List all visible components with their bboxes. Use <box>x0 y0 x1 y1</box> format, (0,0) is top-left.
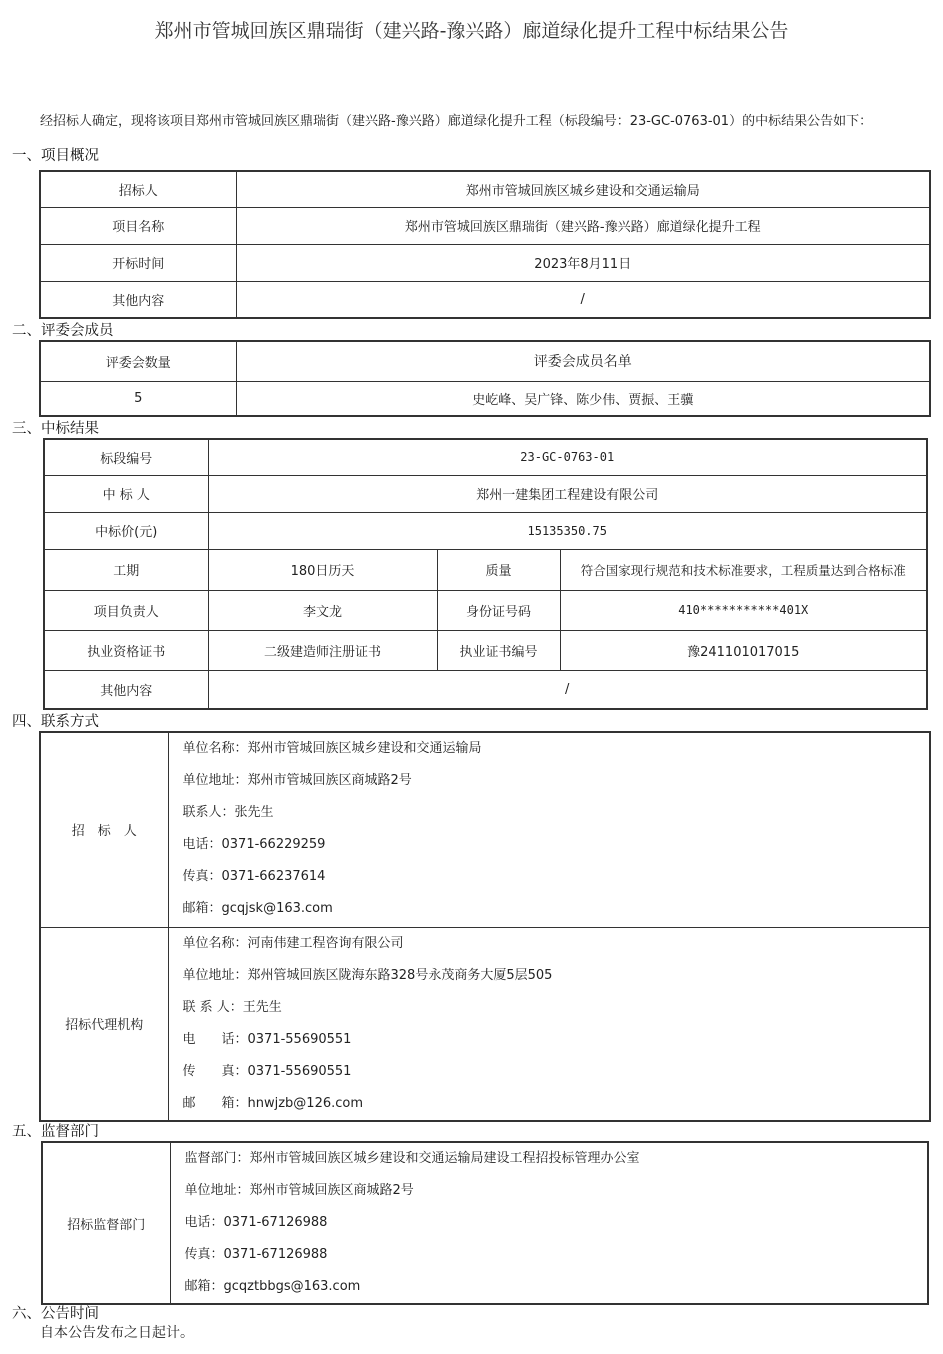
contact-line: 传真：0371-67126988 <box>184 1247 328 1262</box>
contact-agency-label: 招标代理机构 <box>40 927 168 1121</box>
table-row <box>44 590 927 630</box>
intro-text: 经招标人确定，现将该项目郑州市管城回族区鼎瑞街（建兴路-豫兴路）廊道绿化提升工程（标段编号：23-GC-0763-01）的中标结果公告如下： <box>40 114 873 129</box>
notice-time-text: 自本公告发布之日起计。 <box>40 1325 194 1341</box>
period-value: 180日历天 <box>208 549 437 590</box>
manager-value: 李文龙 <box>208 590 437 630</box>
contact-line: 传 真：0371-55690551 <box>182 1063 352 1079</box>
lot-value: 23-GC-0763-01 <box>208 439 927 475</box>
table-row <box>40 732 930 927</box>
contact-line: 单位地址：郑州管城回族区陇海东路328号永茂商务大厦5层505 <box>182 967 553 983</box>
contact-tenderer-details <box>168 732 930 927</box>
committee-table <box>39 340 931 417</box>
project-label: 项目名称 <box>40 207 236 244</box>
section-heading-notice-time: 六、公告时间 <box>12 1306 99 1322</box>
section-heading-supervision: 五、监督部门 <box>12 1124 99 1140</box>
contact-agency-details <box>168 927 930 1121</box>
period-label: 工期 <box>44 549 208 590</box>
table-row <box>40 381 930 416</box>
table-row <box>44 670 927 709</box>
contact-line: 电话：0371-67126988 <box>184 1215 328 1230</box>
cert-no-label: 执业证书编号 <box>437 630 560 670</box>
section-heading-result: 三、中标结果 <box>12 421 99 437</box>
committee-list-label: 评委会成员名单 <box>236 341 930 381</box>
quality-value: 符合国家现行规范和技术标准要求，工程质量达到合格标准 <box>560 549 927 590</box>
cert-value: 二级建造师注册证书 <box>208 630 437 670</box>
supervision-details <box>170 1142 928 1304</box>
contacts-table <box>39 731 931 1122</box>
contact-line: 电 话：0371-55690551 <box>182 1031 352 1047</box>
tenderer-label: 招标人 <box>40 171 236 207</box>
table-row <box>40 281 930 318</box>
table-row <box>42 1142 928 1304</box>
committee-count-value: 5 <box>40 381 236 416</box>
tenderer-value: 郑州市管城回族区城乡建设和交通运输局 <box>236 171 930 207</box>
result-other-label: 其他内容 <box>44 670 208 709</box>
other-value: / <box>236 281 930 318</box>
contact-line: 电话：0371-66229259 <box>182 837 326 852</box>
table-row <box>44 475 927 512</box>
result-table <box>43 438 928 710</box>
committee-members-value: 史屹峰、吴广锋、陈少伟、贾振、王骥 <box>236 381 930 416</box>
contact-line: 单位名称：郑州市管城回族区城乡建设和交通运输局 <box>182 741 482 756</box>
quality-label: 质量 <box>437 549 560 590</box>
table-row <box>44 630 927 670</box>
id-label: 身份证号码 <box>437 590 560 630</box>
result-other-value: / <box>208 670 927 709</box>
table-row <box>40 927 930 1121</box>
cert-no-value: 豫241101017015 <box>560 630 927 670</box>
contact-line: 单位地址：郑州市管城回族区商城路2号 <box>184 1183 414 1198</box>
contact-line: 单位地址：郑州市管城回族区商城路2号 <box>182 773 412 788</box>
contact-line: 传真：0371-66237614 <box>182 869 326 884</box>
overview-table <box>39 170 931 319</box>
price-value: 15135350.75 <box>208 512 927 549</box>
section-heading-overview: 一、项目概况 <box>12 148 99 164</box>
manager-label: 项目负责人 <box>44 590 208 630</box>
contact-line: 邮 箱：hnwjzb@126.com <box>182 1095 364 1111</box>
contact-line: 邮箱：gcqjsk@163.com <box>182 901 333 916</box>
contact-line: 联 系 人：王先生 <box>182 999 282 1015</box>
cert-label: 执业资格证书 <box>44 630 208 670</box>
winner-label: 中 标 人 <box>44 475 208 512</box>
page-title: 郑州市管城回族区鼎瑞街（建兴路-豫兴路）廊道绿化提升工程中标结果公告 <box>154 20 789 42</box>
table-row <box>40 207 930 244</box>
table-row <box>40 244 930 281</box>
contact-tenderer-label: 招 标 人 <box>40 732 168 927</box>
table-row <box>40 341 930 381</box>
other-label: 其他内容 <box>40 281 236 318</box>
open-time-value: 2023年8月11日 <box>236 244 930 281</box>
contact-line: 单位名称：河南伟建工程咨询有限公司 <box>182 935 404 951</box>
section-heading-committee: 二、评委会成员 <box>12 323 114 339</box>
table-row <box>44 512 927 549</box>
contact-line: 监督部门：郑州市管城回族区城乡建设和交通运输局建设工程招投标管理办公室 <box>184 1151 640 1166</box>
winner-value: 郑州一建集团工程建设有限公司 <box>208 475 927 512</box>
committee-count-label: 评委会数量 <box>40 341 236 381</box>
contact-line: 联系人：张先生 <box>182 805 274 820</box>
section-heading-contacts: 四、联系方式 <box>12 714 99 730</box>
table-row <box>40 171 930 207</box>
lot-label: 标段编号 <box>44 439 208 475</box>
id-value: 410***********401X <box>560 590 927 630</box>
table-row <box>44 439 927 475</box>
supervision-table <box>41 1141 929 1305</box>
project-value: 郑州市管城回族区鼎瑞街（建兴路-豫兴路）廊道绿化提升工程 <box>236 207 930 244</box>
contact-line: 邮箱：gcqztbbgs@163.com <box>184 1279 361 1294</box>
open-time-label: 开标时间 <box>40 244 236 281</box>
supervision-label: 招标监督部门 <box>42 1142 170 1304</box>
table-row <box>44 549 927 590</box>
price-label: 中标价(元) <box>44 512 208 549</box>
